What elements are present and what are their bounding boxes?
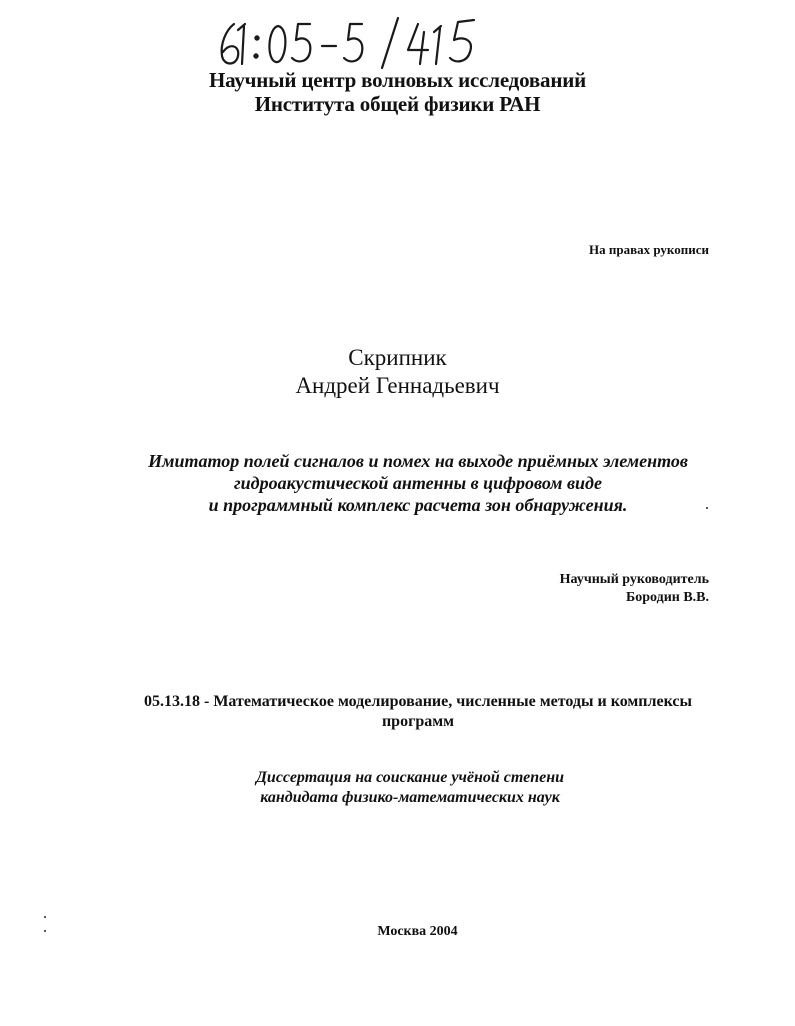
handwritten-archive-number bbox=[212, 10, 512, 72]
title-line-3: и программный комплекс расчета зон обнаружения. bbox=[208, 495, 628, 515]
scientific-advisor bbox=[560, 571, 709, 607]
scan-speck bbox=[706, 507, 708, 509]
title-line-2: гидроакустической антенны в цифровом виде bbox=[234, 473, 602, 493]
advisor-role: Научный руководитель bbox=[559, 572, 709, 587]
title-line-1: Имитатор полей сигналов и помех на выходе приёмных элементов bbox=[148, 451, 688, 471]
degree-line-1: Диссертация на соискание учёной степени bbox=[256, 769, 564, 786]
specialty-line-2: программ bbox=[381, 713, 455, 730]
organization-line-2: Института общей физики РАН bbox=[254, 92, 541, 116]
manuscript-rights-note: На правах рукописи bbox=[589, 242, 709, 257]
author-surname: Скрипник bbox=[348, 345, 447, 370]
scan-speck bbox=[44, 930, 46, 932]
organization-heading bbox=[0, 68, 795, 116]
place-and-year: Москва 2004 bbox=[377, 924, 458, 939]
specialty-line-1: 05.13.18 - Математическое моделирование, численные методы и комплексы bbox=[143, 693, 692, 710]
dissertation-title bbox=[60, 450, 776, 516]
handwritten-archive-number-drawing bbox=[212, 10, 512, 72]
degree-line-2: кандидата физико-математических наук bbox=[260, 789, 560, 806]
author-given-names: Андрей Геннадьевич bbox=[295, 373, 500, 398]
degree-statement bbox=[22, 768, 795, 808]
scan-speck bbox=[44, 916, 46, 918]
specialty-code bbox=[30, 692, 795, 732]
organization-line-1: Научный центр волновых исследований bbox=[208, 68, 587, 92]
author-name bbox=[0, 344, 795, 400]
advisor-name: Бородин В.В. bbox=[625, 590, 709, 605]
